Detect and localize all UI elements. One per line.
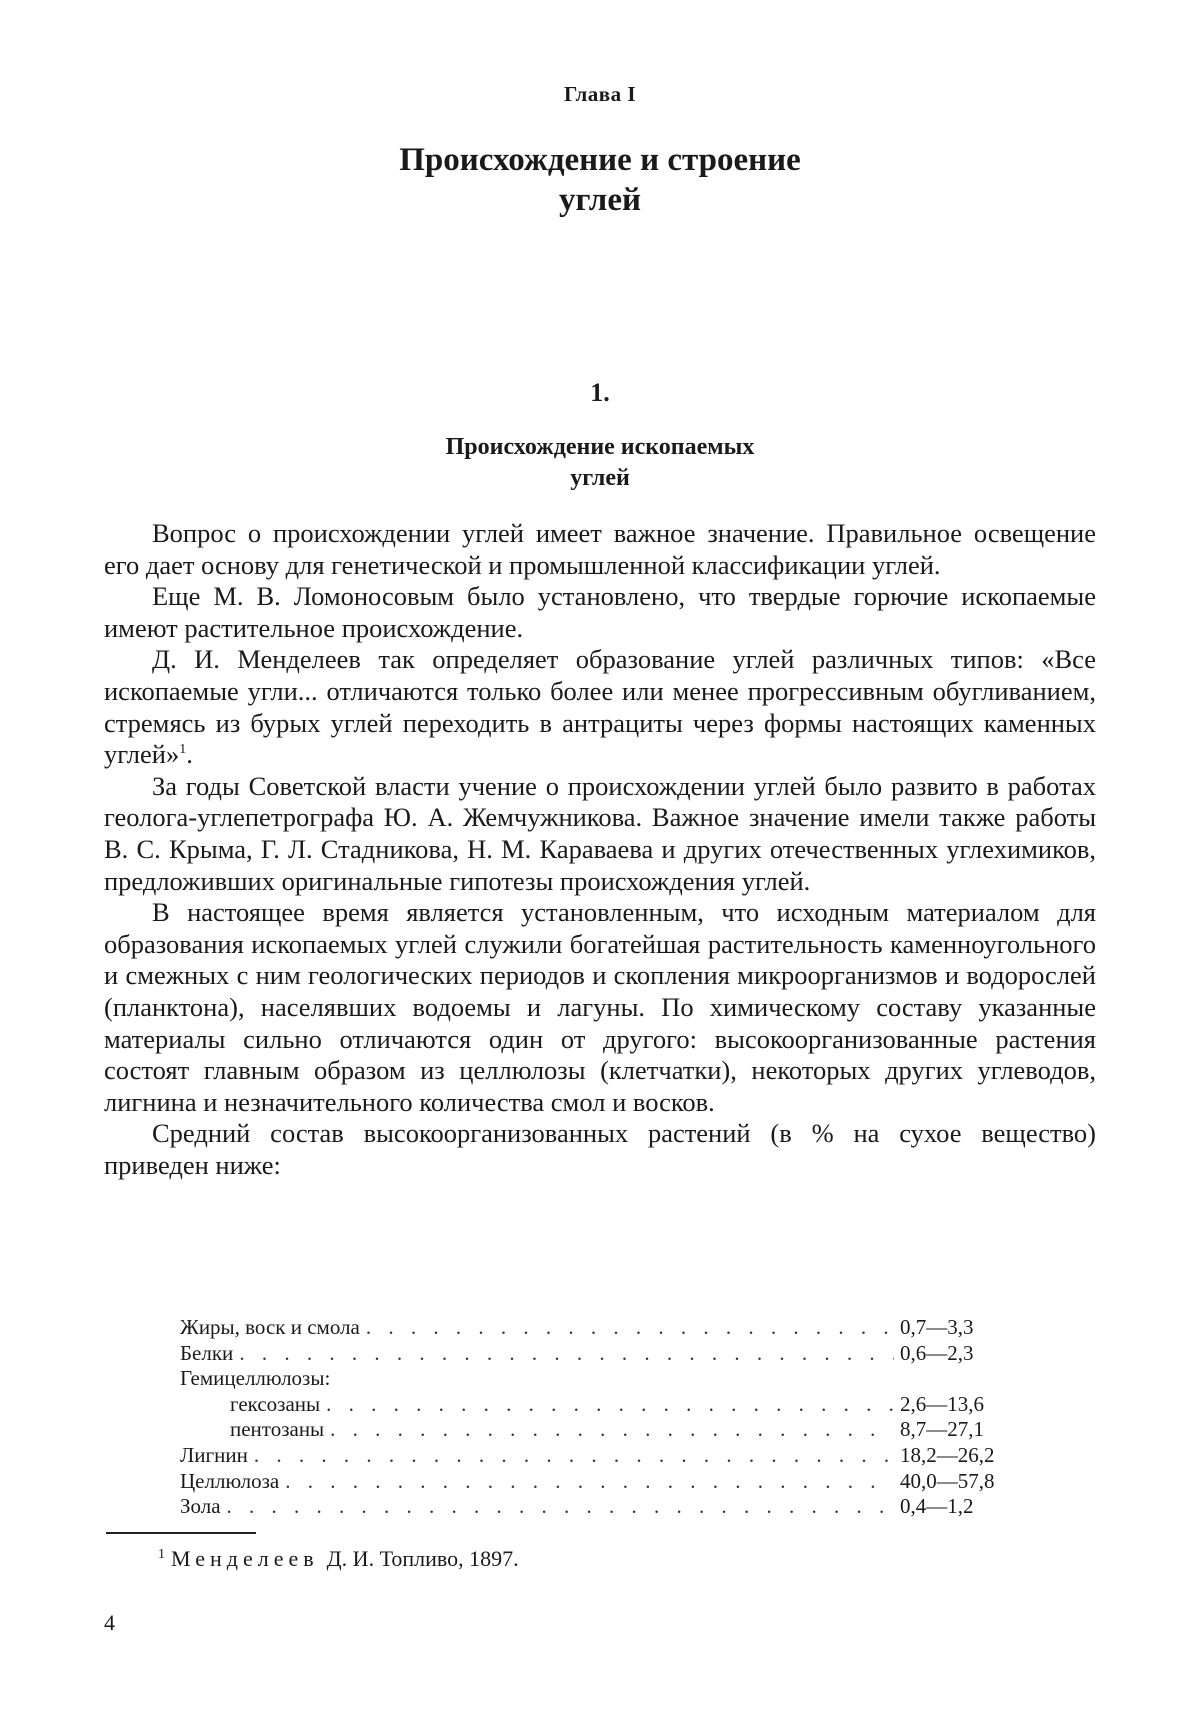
composition-name: Гемицеллюлозы:	[180, 1366, 331, 1391]
composition-value: 8,7—27,1	[900, 1417, 984, 1442]
leader-dots	[366, 1315, 894, 1341]
chapter-title	[0, 140, 1200, 220]
leader-dots	[227, 1494, 894, 1520]
footnote	[158, 1546, 1058, 1572]
composition-row	[180, 1469, 1010, 1495]
composition-row	[180, 1443, 1010, 1469]
composition-row	[180, 1341, 1010, 1367]
section-title	[0, 432, 1200, 494]
chapter-title-line-2: углей	[559, 182, 641, 218]
composition-value: 0,7—3,3	[900, 1315, 974, 1339]
composition-name: Жиры, воск и смола	[180, 1315, 360, 1339]
section-number: 1.	[590, 378, 610, 407]
composition-row	[180, 1366, 1010, 1392]
composition-row	[180, 1392, 1010, 1418]
composition-row	[180, 1417, 1010, 1443]
footnote-divider	[106, 1532, 256, 1534]
composition-name: Лигнин	[180, 1442, 248, 1467]
paragraph-6: Средний состав высокоорганизованных растений (в % на сухое вещество) приведен ниже:	[104, 1118, 1096, 1180]
composition-row	[180, 1494, 1010, 1520]
footnote-marker: 1	[158, 1546, 165, 1562]
composition-value: 0,4—1,2	[900, 1494, 974, 1519]
leader-dots	[254, 1443, 894, 1469]
composition-value: 2,6—13,6	[900, 1391, 984, 1416]
leader-dots	[239, 1341, 894, 1367]
composition-name: Белки	[180, 1340, 234, 1365]
composition-value: 0,6—2,3	[900, 1340, 974, 1365]
paragraph-3	[104, 644, 1096, 770]
paragraph-5: В настоящее время является установленным, что исходным материалом для образования ископаемых углей служили богатейшая растительность каменноугольного и смежных с ним геологических периодов и скопления микроорганизмов и водорослей (планктона), населявших водоемы и лагуны. По химическому составу указанные материалы сильно отличаются один от другого: высокоорганизованные растения состоят главным образом из целлюлозы (клетчатки), некоторых других углеводов, лигнина и незначительного количества смол и восков.	[104, 897, 1096, 1117]
composition-value: 40,0—57,8	[900, 1468, 995, 1493]
section-title-line-2: углей	[570, 465, 630, 491]
composition-name: Зола	[180, 1494, 221, 1519]
composition-name: гексозаны	[230, 1391, 321, 1416]
composition-row	[180, 1315, 1010, 1341]
leader-dots	[285, 1469, 894, 1495]
leader-dots	[330, 1417, 894, 1443]
composition-table	[180, 1315, 1010, 1520]
composition-value: 18,2—26,2	[900, 1442, 995, 1467]
chapter-title-line-1: Происхождение и строение	[399, 142, 801, 178]
footnote-text: Д. И. Топливо, 1897.	[326, 1546, 519, 1571]
paragraph-3-end: .	[186, 739, 193, 770]
composition-name: Целлюлоза	[180, 1468, 280, 1493]
paragraph-4: За годы Советской власти учение о происхождении углей было развито в работах геолога-углепетрографа Ю. А. Жемчужникова. Важное значение имели также работы В. С. Крыма, Г. Л. Стадникова, Н. М. Караваева и других отечественных углехимиков, предложивших оригинальные гипотезы происхождения углей.	[104, 770, 1096, 896]
section-title-line-1: Происхождение ископаемых	[445, 434, 755, 460]
body-text	[104, 518, 1096, 1181]
footnote-author: Менделеев	[171, 1546, 319, 1571]
paragraph-3-text: Д. И. Менделеев так определяет образование углей различных типов: «Все ископаемые угли... отличаются только более или менее прогрессивным обугливанием, стремясь из бурых углей переходить в антрациты через формы настоящих каменных углей»	[104, 644, 1096, 770]
page-number: 4	[104, 1610, 115, 1635]
chapter-label: Глава I	[563, 82, 637, 106]
composition-name: пентозаны	[230, 1417, 325, 1442]
leader-dots	[326, 1392, 894, 1418]
paragraph-1: Вопрос о происхождении углей имеет важное значение. Правильное освещение его дает основу для генетической и промышленной классификации углей.	[104, 518, 1096, 580]
footnote-reference: 1	[179, 742, 187, 758]
paragraph-2: Еще М. В. Ломоносовым было установлено, что твердые горючие ископаемые имеют растительное происхождение.	[104, 581, 1096, 643]
